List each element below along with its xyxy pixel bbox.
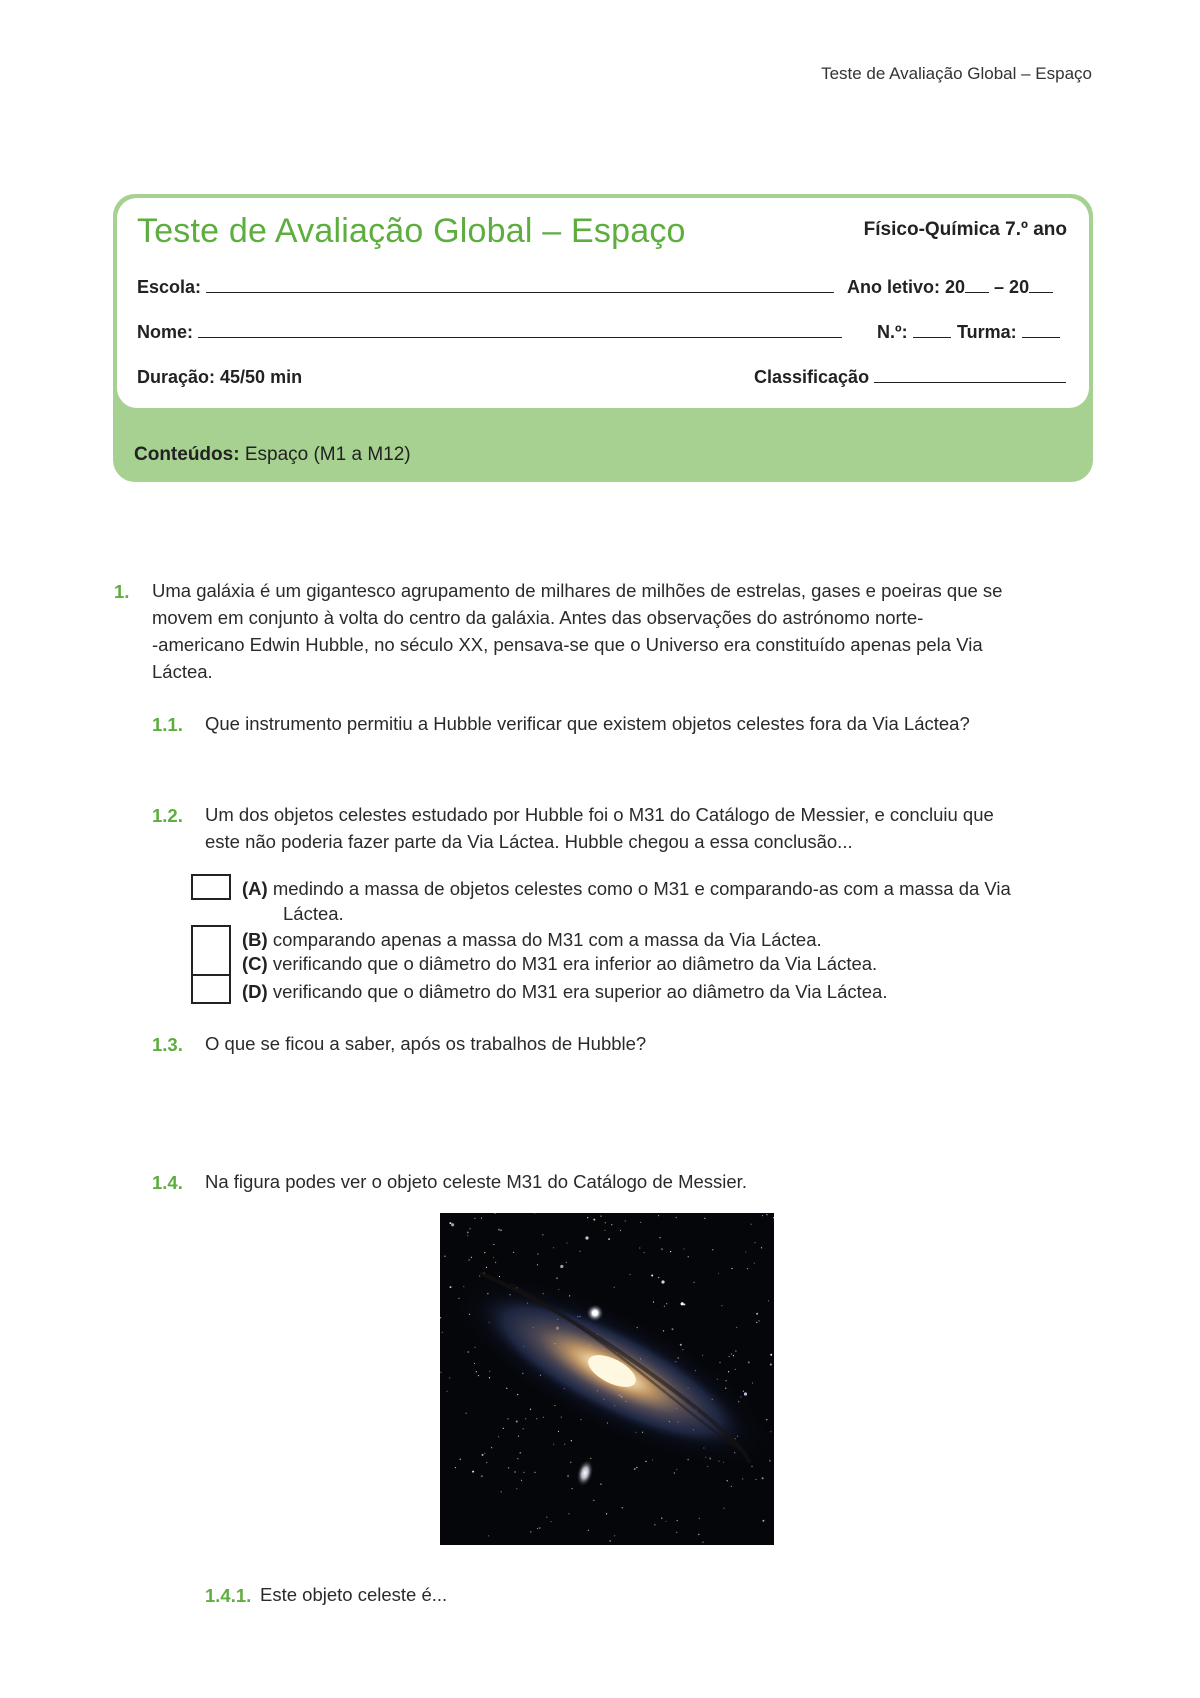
star (539, 1527, 540, 1528)
star (608, 1238, 610, 1240)
star (719, 1362, 720, 1363)
star (449, 1377, 450, 1378)
star (491, 1447, 492, 1448)
star (674, 1472, 675, 1473)
star (567, 1476, 568, 1477)
star (455, 1467, 456, 1468)
q1-text-line: -americano Edwin Hubble, no século XX, pensava-se que o Universo era constituído apenas pela Via (152, 634, 983, 655)
option-b-checkbox[interactable] (191, 925, 231, 951)
star (702, 1542, 703, 1543)
star (729, 1356, 730, 1357)
star (484, 1252, 485, 1253)
star (585, 1236, 588, 1239)
star (501, 1491, 502, 1492)
star (556, 1278, 557, 1279)
star (486, 1462, 487, 1463)
galaxy-illustration (440, 1213, 774, 1545)
grade-line (874, 367, 1066, 383)
star (762, 1520, 764, 1522)
star (727, 1480, 728, 1481)
number-field[interactable] (877, 322, 951, 343)
q1-text-line: Uma galáxia é um gigantesco agrupamento de milhares de milhões de estrelas, gases e poeiras que se (152, 580, 1003, 601)
star (672, 1328, 674, 1330)
star (666, 1303, 667, 1304)
star (521, 1480, 522, 1481)
star (588, 1530, 589, 1531)
star (620, 1230, 621, 1231)
option-c-text: verificando que o diâmetro do M31 era inferior ao diâmetro da Via Láctea. (272, 953, 878, 974)
star (444, 1256, 445, 1257)
q1-3-text: O que se ficou a saber, após os trabalhos de Hubble? (205, 1033, 647, 1054)
class-field[interactable] (957, 322, 1060, 343)
q1-1-number: 1.1. (152, 714, 183, 735)
star (606, 1513, 607, 1514)
star (537, 1528, 538, 1529)
star (634, 1468, 636, 1470)
q1-text-line: Láctea. (152, 661, 213, 682)
star (469, 1259, 470, 1260)
star (474, 1218, 475, 1219)
star (704, 1218, 705, 1219)
star (731, 1353, 732, 1354)
star (611, 1224, 612, 1225)
star (762, 1215, 763, 1216)
star (604, 1230, 605, 1231)
star (543, 1417, 544, 1418)
school-year-label: Ano letivo: 20 (847, 277, 966, 297)
star (661, 1518, 662, 1519)
star (468, 1351, 469, 1352)
star (534, 1472, 535, 1473)
star (498, 1436, 499, 1437)
number-line (913, 322, 951, 338)
class-label: Turma: (957, 322, 1017, 342)
star (658, 1277, 659, 1278)
star (536, 1418, 537, 1419)
class-line (1022, 322, 1060, 338)
school-year-field[interactable] (847, 277, 1053, 298)
school-year-dash: – 20 (994, 277, 1030, 297)
star (593, 1500, 594, 1501)
star (645, 1461, 646, 1462)
star (489, 1377, 490, 1378)
star (530, 1409, 531, 1410)
star (721, 1305, 722, 1306)
star (489, 1371, 490, 1372)
star (755, 1479, 756, 1480)
star (735, 1369, 736, 1370)
star (661, 1280, 664, 1283)
star (523, 1428, 524, 1429)
q1-text-line: movem em conjunto à volta do centro da galáxia. Antes das observações do astrónomo norte- (152, 607, 924, 628)
star (470, 1228, 471, 1229)
star (440, 1317, 441, 1318)
star (493, 1257, 494, 1258)
star (460, 1459, 461, 1460)
star (517, 1458, 518, 1459)
star (571, 1440, 572, 1441)
star (728, 1371, 729, 1372)
running-header: Teste de Avaliação Global – Espaço (821, 64, 1092, 83)
star (731, 1268, 732, 1269)
q1-2-text-line: este não poderia fazer parte da Via Láctea. Hubble chegou a essa conclusão... (205, 831, 853, 852)
star (572, 1488, 573, 1489)
star (484, 1453, 485, 1454)
option-a-text: medindo a massa de objetos celestes como o M31 e comparando-as com a massa da Via (272, 878, 1011, 899)
star (676, 1532, 677, 1533)
star (639, 1247, 640, 1248)
q1-4-number: 1.4. (152, 1172, 183, 1193)
q1-2-text-line: Um dos objetos celestes estudado por Hubble foi o M31 do Catálogo de Messier, e concluiu que (205, 804, 994, 825)
contents-line (134, 444, 411, 466)
star (733, 1355, 734, 1356)
star (683, 1248, 684, 1249)
star (472, 1471, 474, 1473)
option-d-checkbox[interactable] (191, 976, 231, 1004)
star (488, 1535, 489, 1536)
star (537, 1264, 538, 1265)
star (551, 1521, 552, 1522)
star (658, 1215, 659, 1216)
name-field[interactable] (137, 322, 842, 343)
star (486, 1267, 487, 1268)
name-line (198, 322, 842, 338)
star (560, 1265, 563, 1268)
option-c-checkbox[interactable] (191, 949, 231, 976)
star (520, 1452, 521, 1453)
star (500, 1229, 502, 1231)
star (561, 1417, 562, 1418)
grade-field[interactable] (754, 367, 1066, 388)
q1-text (152, 577, 1002, 685)
star (610, 1540, 611, 1541)
subject-label: Físico-Química 7.º ano (863, 219, 1067, 240)
star (600, 1216, 601, 1217)
star (517, 1394, 518, 1395)
option-c (242, 951, 877, 976)
star (481, 1218, 482, 1219)
star (482, 1454, 484, 1456)
star (747, 1268, 748, 1269)
star (478, 1375, 479, 1376)
galaxy-m31-image (440, 1213, 774, 1545)
star (508, 1467, 509, 1468)
star (752, 1382, 753, 1383)
star (735, 1350, 736, 1351)
star (506, 1388, 507, 1389)
star (693, 1282, 694, 1283)
star (748, 1361, 750, 1363)
star (758, 1320, 759, 1321)
star (756, 1322, 757, 1323)
star (660, 1237, 661, 1238)
star (518, 1436, 519, 1437)
star (564, 1444, 565, 1445)
option-d-letter: (D) (242, 981, 268, 1002)
q1-3-number: 1.3. (152, 1034, 183, 1055)
option-a-letter: (A) (242, 878, 268, 899)
star (670, 1251, 671, 1252)
star (493, 1244, 494, 1245)
star (666, 1521, 667, 1522)
star (751, 1224, 752, 1225)
star (570, 1462, 571, 1463)
test-title: Teste de Avaliação Global – Espaço (137, 212, 686, 250)
star (754, 1242, 755, 1243)
star (568, 1475, 569, 1476)
school-year-line-2 (1029, 277, 1053, 293)
star (467, 1235, 468, 1236)
number-label: N.º: (877, 322, 908, 342)
star (770, 1354, 772, 1356)
star (768, 1300, 769, 1301)
star (622, 1507, 623, 1508)
star (449, 1222, 451, 1224)
star (442, 1332, 443, 1333)
star (676, 1469, 677, 1470)
star (566, 1242, 567, 1243)
star (566, 1262, 567, 1263)
star (756, 1313, 758, 1315)
q1-1-text: Que instrumento permitiu a Hubble verificar que existem objetos celestes fora da Via Láctea? (205, 713, 970, 734)
contents-value: Espaço (M1 a M12) (244, 444, 411, 465)
star (481, 1475, 483, 1477)
q1-4-text: Na figura podes ver o objeto celeste M31 do Catálogo de Messier. (205, 1171, 747, 1192)
star (507, 1418, 508, 1419)
star (474, 1363, 475, 1364)
star (653, 1301, 654, 1302)
q1-4-1-text: Este objeto celeste é... (260, 1584, 448, 1605)
star (731, 1486, 732, 1487)
star (699, 1518, 700, 1519)
star (466, 1413, 467, 1414)
option-d-text: verificando que o diâmetro do M31 era superior ao diâmetro da Via Láctea. (272, 981, 888, 1002)
star (546, 1517, 547, 1518)
star (630, 1274, 631, 1275)
star (498, 1229, 500, 1231)
star (681, 1302, 684, 1305)
star (770, 1364, 772, 1366)
star (553, 1444, 554, 1445)
q1-2-number: 1.2. (152, 805, 183, 826)
option-a-checkbox[interactable] (191, 874, 231, 900)
school-line (206, 277, 834, 293)
star (542, 1234, 543, 1235)
school-year-line-1 (965, 277, 989, 293)
star (503, 1428, 504, 1429)
star (654, 1524, 655, 1525)
star (579, 1251, 580, 1252)
star (558, 1431, 559, 1432)
contents-label: Conteúdos: (134, 444, 240, 465)
star (614, 1287, 615, 1288)
star (766, 1214, 767, 1215)
option-b (242, 927, 822, 952)
name-label: Nome: (137, 322, 194, 342)
option-b-text: comparando apenas a massa do M31 com a massa da Via Láctea. (272, 929, 822, 950)
star (495, 1262, 496, 1263)
star (553, 1247, 554, 1248)
star (471, 1257, 472, 1258)
star (742, 1478, 743, 1479)
star (537, 1253, 538, 1254)
star (688, 1256, 689, 1257)
star (476, 1371, 477, 1372)
star (651, 1275, 653, 1277)
star (451, 1223, 454, 1226)
star (661, 1248, 663, 1250)
star (568, 1513, 569, 1514)
star (736, 1327, 737, 1328)
star (676, 1217, 677, 1218)
star (754, 1263, 755, 1264)
star (644, 1252, 645, 1253)
duration-label: Duração: 45/50 min (137, 367, 303, 387)
star (523, 1472, 524, 1473)
option-d (242, 979, 887, 1004)
grade-label: Classificação (754, 367, 870, 387)
star (593, 1219, 595, 1221)
star (762, 1477, 764, 1479)
star (440, 1372, 441, 1373)
star (640, 1222, 641, 1223)
star (698, 1534, 699, 1535)
q1-2-text (205, 801, 994, 855)
star (652, 1460, 653, 1461)
star (745, 1251, 746, 1252)
star (530, 1531, 531, 1532)
star (636, 1467, 637, 1468)
q1-number: 1. (114, 581, 130, 602)
star (712, 1249, 713, 1250)
star (600, 1484, 601, 1485)
star (664, 1306, 665, 1307)
star (718, 1273, 719, 1274)
option-a-continued: Láctea. (283, 903, 344, 924)
star (587, 1217, 588, 1218)
option-a (242, 876, 1011, 901)
star (525, 1418, 526, 1419)
school-label: Escola: (137, 277, 202, 297)
star (467, 1232, 469, 1234)
star (516, 1488, 517, 1489)
star (625, 1220, 626, 1221)
star (677, 1520, 678, 1521)
option-b-letter: (B) (242, 929, 268, 950)
option-c-letter: (C) (242, 953, 268, 974)
star (723, 1508, 724, 1509)
star (513, 1252, 514, 1253)
star (605, 1222, 606, 1223)
star (516, 1421, 518, 1423)
star (515, 1471, 516, 1472)
school-field[interactable] (137, 277, 834, 298)
star (614, 1535, 615, 1536)
star (590, 1458, 591, 1459)
star (761, 1247, 762, 1248)
star (446, 1391, 447, 1392)
q1-4-1-number: 1.4.1. (205, 1585, 252, 1606)
